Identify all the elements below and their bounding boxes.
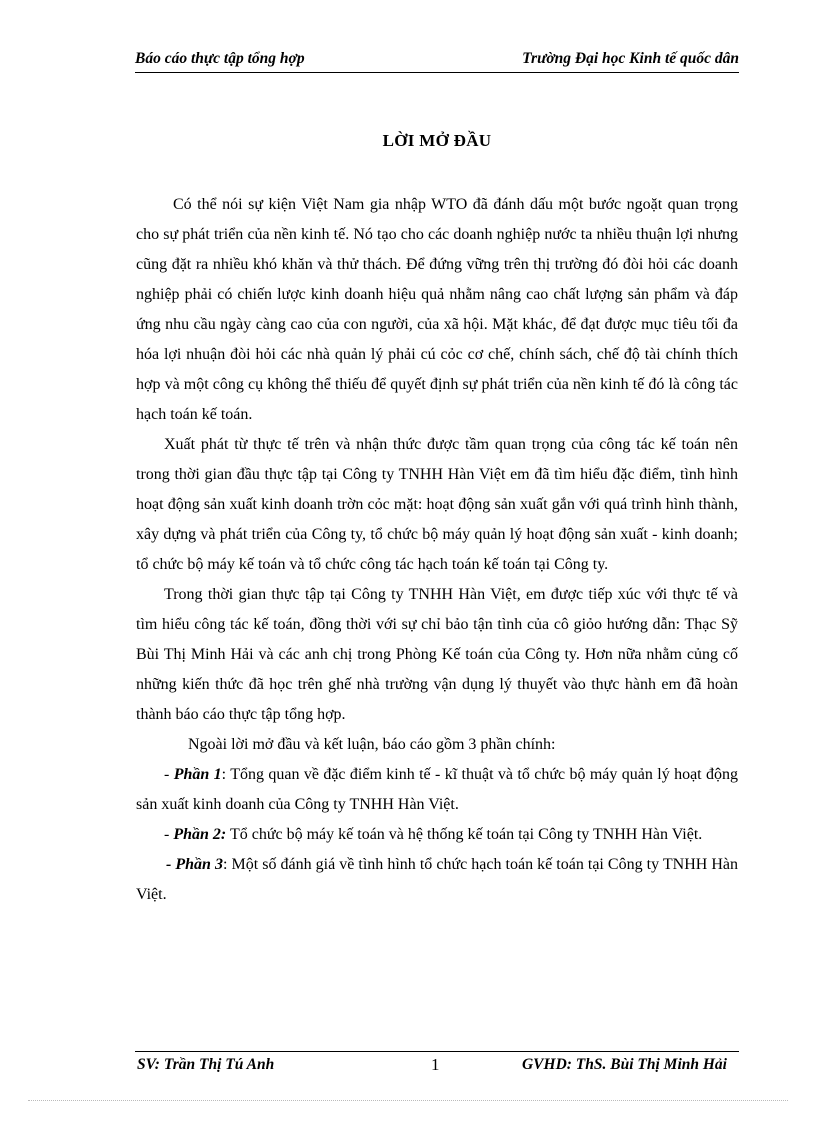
header-university: Trường Đại học Kinh tế quốc dân — [522, 50, 739, 67]
page-title: LỜI MỞ ĐẦU — [382, 131, 492, 150]
footer-supervisor: GVHD: ThS. Bùi Thị Minh Hải — [521, 1056, 727, 1073]
paragraph-internship: Trong thời gian thực tập tại Công ty TNHH Hàn Việt, em được tiếp xúc với thực tế và tìm hiểu công tác kế toán, đồng thời với sự chỉ bảo tận tình của cô giỏo hướng dẫn: Thạc Sỹ Bùi Thị Minh Hải và các anh chị trong Phòng Kế toán của Công ty. Hơn nữa nhằm củng cố những kiến thức đã học trên ghế nhà trường vận dụng lý thuyết vào thực hành em đã hoàn thành báo cáo thực tập tổng hợp. — [136, 586, 738, 723]
paragraph-structure: Ngoài lời mở đầu và kết luận, báo cáo gồm 3 phần chính: — [188, 736, 556, 753]
part-3-label: - Phần 3 — [166, 856, 224, 873]
footer-student: SV: Trần Thị Tú Anh — [137, 1056, 275, 1073]
page-footer — [135, 1051, 739, 1082]
list-item-part-1: - Phần 1: Tổng quan về đặc điểm kinh tế - kĩ thuật và tổ chức bộ máy quản lý hoạt động sản xuất kinh doanh của Công ty TNHH Hàn Việt. — [136, 766, 739, 813]
part-2-label: Phần 2: — [173, 826, 227, 843]
paragraph-background: Xuất phát từ thực tế trên và nhận thức được tầm quan trọng của công tác kế toán nên trong thời gian đầu thực tập tại Công ty TNHH Hàn Việt em đã tìm hiểu đặc điểm, tình hình hoạt động sản xuất kinh doanh trờn cỏc mặt: hoạt động sản xuất gắn với quá trình hình thành, xây dựng và phát triển của Công ty, tổ chức bộ máy quản lý hoạt động sản xuất - kinh doanh; tổ chức bộ máy kế toán và tổ chức công tác hạch toán kế toán tại Công ty. — [136, 436, 738, 573]
document-body — [136, 190, 738, 910]
page-header — [135, 46, 739, 73]
page-number: 1 — [431, 1055, 440, 1074]
page-bottom-divider — [28, 1100, 788, 1101]
list-item-part-2: - Phần 2: Tổ chức bộ máy kế toán và hệ thống kế toán tại Công ty TNHH Hàn Việt. — [164, 826, 703, 843]
paragraph-intro: Có thể nói sự kiện Việt Nam gia nhập WTO đã đánh dấu một bước ngoặt quan trọng cho sự phát triển của nền kinh tế. Nó tạo cho các doanh nghiệp nước ta nhiều thuận lợi nhưng cũng đặt ra nhiều khó khăn và thử thách. Để đứng vững trên thị trường đó đòi hỏi các doanh nghiệp phải có chiến lược kinh doanh hiệu quả nhằm nâng cao chất lượng sản phẩm và đáp ứng nhu cầu ngày càng cao của con người, của xã hội. Mặt khác, để đạt được mục tiêu tối đa hóa lợi nhuận đòi hỏi các nhà quản lý phải cú cỏc cơ chế, chính sách, chế độ tài chính thích hợp và một công cụ không thể thiếu để quyết định sự phát triển của nền kinh tế đó là công tác hạch toán kế toán. — [136, 196, 738, 423]
list-item-part-3: - Phần 3: Một số đánh giá về tình hình tổ chức hạch toán kế toán tại Công ty TNHH Hàn Việt. — [136, 856, 739, 903]
header-report-title: Báo cáo thực tập tổng hợp — [135, 50, 305, 67]
part-1-label: Phần 1 — [173, 766, 222, 783]
